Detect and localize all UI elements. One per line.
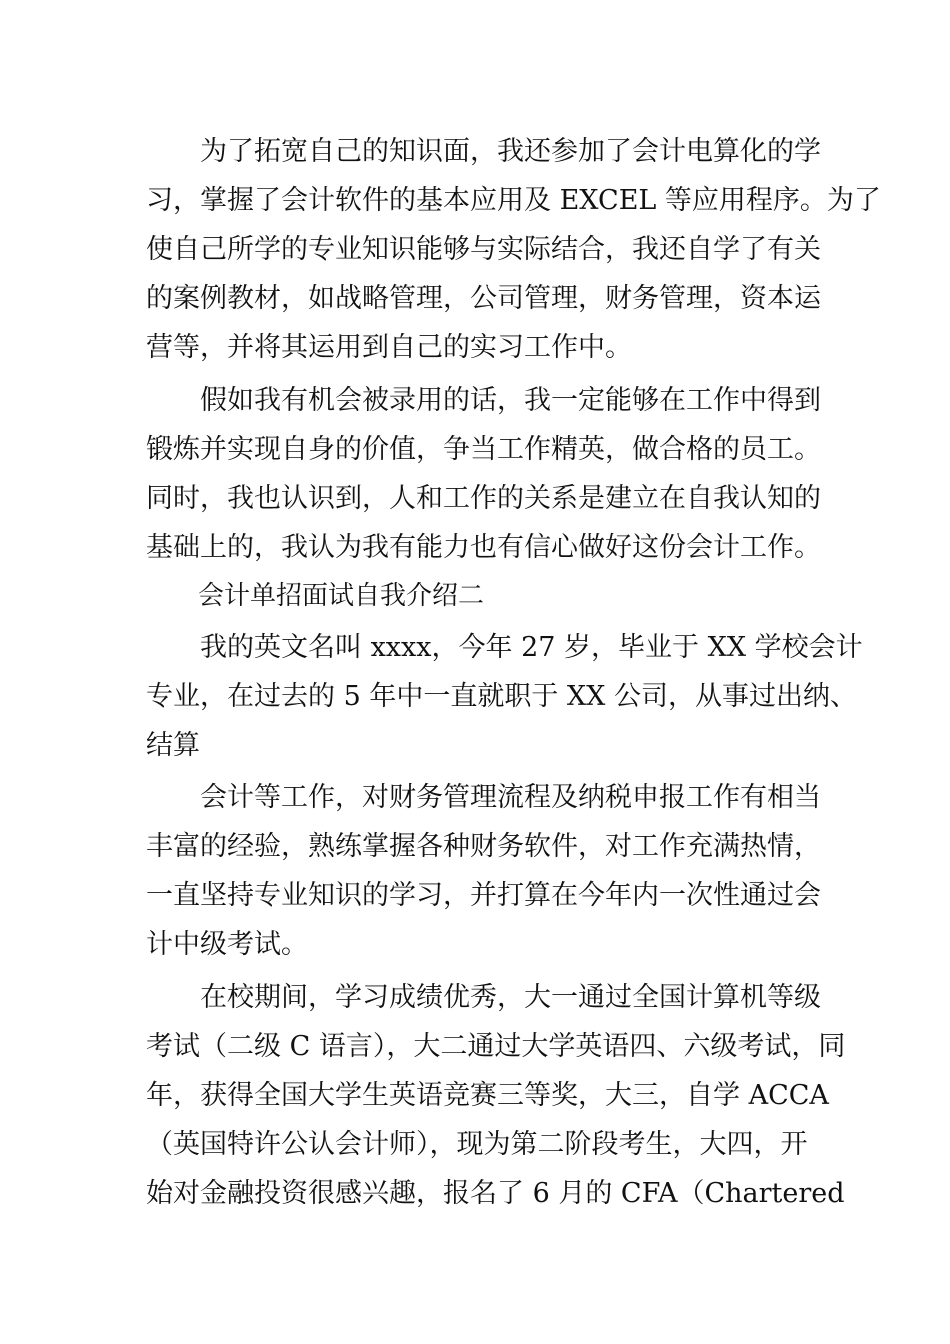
text-line: 锻炼并实现自身的价值，争当工作精英，做合格的员工。	[146, 434, 821, 465]
text-line: 我的英文名叫 xxxx，今年 27 岁，毕业于 XX 学校会计	[200, 632, 863, 663]
text-line: 始对金融投资很感兴趣，报名了 6 月的 CFA（Chartered	[146, 1178, 845, 1209]
paragraph-work-experience	[146, 773, 821, 969]
paragraph-self-intro	[146, 623, 863, 770]
text-line: 专业，在过去的 5 年中一直就职于 XX 公司，从事过出纳、	[146, 681, 857, 712]
text-line: 会计等工作，对财务管理流程及纳税申报工作有相当	[200, 782, 821, 813]
text-line: （英国特许公认会计师），现为第二阶段考生，大四，开	[146, 1129, 808, 1160]
text-line: 营等，并将其运用到自己的实习工作中。	[146, 332, 632, 363]
paragraph-employment-hope	[146, 376, 821, 572]
paragraph-computerized-accounting	[146, 127, 881, 372]
paragraph-school-achievements	[146, 973, 846, 1218]
text-line: 计中级考试。	[146, 929, 308, 960]
text-line: 在校期间，学习成绩优秀，大一通过全国计算机等级	[200, 982, 821, 1013]
text-line: 同时，我也认识到，人和工作的关系是建立在自我认知的	[146, 483, 821, 514]
text-line: 使自己所学的专业知识能够与实际结合，我还自学了有关	[146, 234, 821, 265]
text-line: 一直坚持专业知识的学习，并打算在今年内一次性通过会	[146, 880, 821, 911]
text-line: 假如我有机会被录用的话，我一定能够在工作中得到	[200, 385, 821, 416]
document-page	[146, 127, 881, 1218]
text-line: 结算	[146, 730, 200, 761]
text-line: 习，掌握了会计软件的基本应用及 EXCEL 等应用程序。为了	[146, 185, 881, 216]
text-line: 的案例教材，如战略管理，公司管理，财务管理，资本运	[146, 283, 821, 314]
text-line: 为了拓宽自己的知识面，我还参加了会计电算化的学	[200, 136, 821, 167]
text-line: 考试（二级 C 语言），大二通过大学英语四、六级考试，同	[146, 1031, 846, 1062]
text-line: 基础上的，我认为我有能力也有信心做好这份会计工作。	[146, 532, 821, 563]
section-heading: 会计单招面试自我介绍二	[198, 581, 485, 611]
text-line: 丰富的经验，熟练掌握各种财务软件，对工作充满热情，	[146, 831, 821, 862]
text-line: 年，获得全国大学生英语竞赛三等奖，大三，自学 ACCA	[146, 1080, 829, 1111]
